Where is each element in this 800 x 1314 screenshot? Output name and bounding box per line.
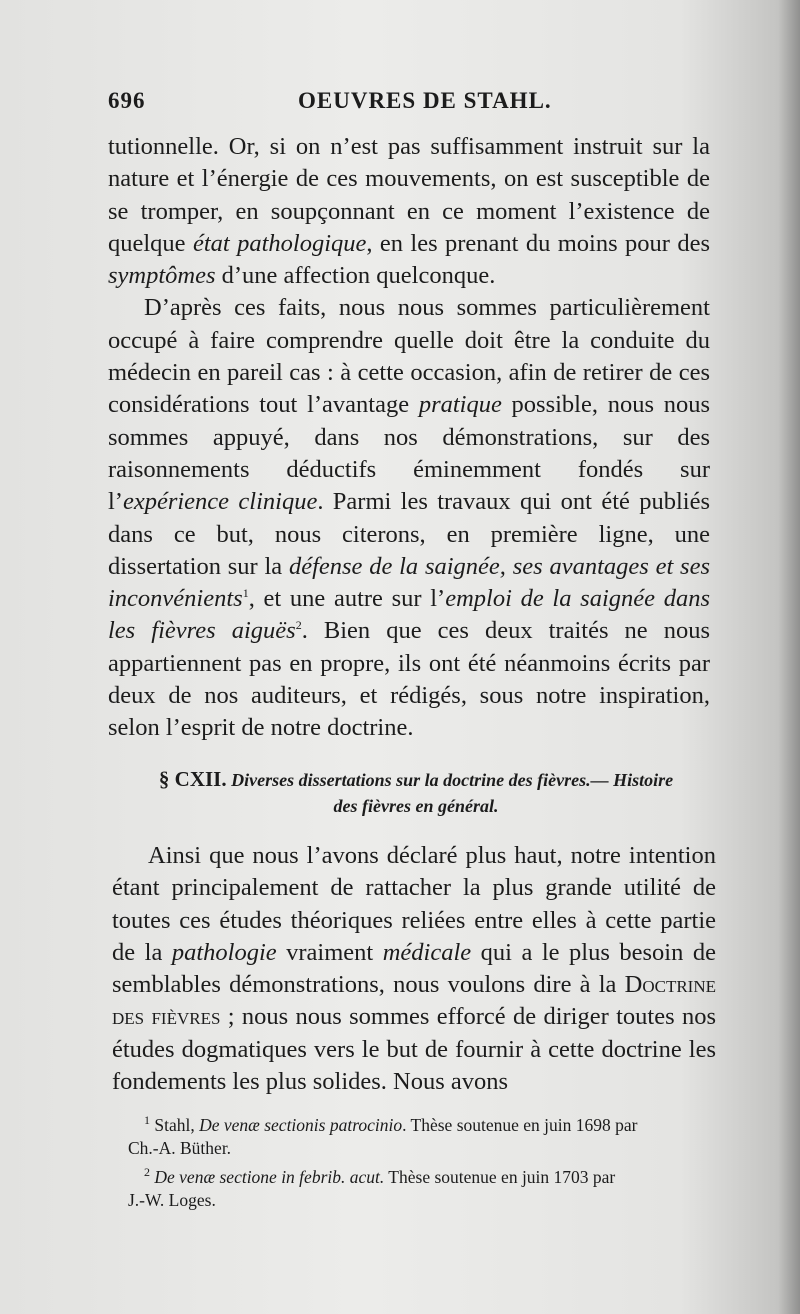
paragraph-1: tutionnelle. Or, si on n’est pas suffisamment instruit sur la nature et l’énergie de ces mouvements, on est susceptible de se tromper, en soupçonnant en ce moment l’existence de quelque état pathologique, en les prenant du moins pour des symptômes d’une affection quelconque. (108, 133, 710, 290)
section-number: § CXII. (158, 767, 227, 791)
page-edge-shadow (778, 0, 800, 1314)
footnotes (128, 1114, 724, 1218)
section-title-line2: des fièvres en général. (333, 796, 499, 816)
body-text-bottom (112, 840, 716, 1098)
footnote-2: $^2$ De venæ sectione in febrib. acut. Thèse soutenue en juin 1703 par J.-W. Loges. (128, 1165, 616, 1210)
section-heading (116, 766, 716, 819)
running-header (108, 88, 708, 122)
page-number: 696 (108, 88, 146, 113)
footnote-ref-1: 1 (242, 586, 249, 600)
footnote-1: $^1$ Stahl, De venæ sectionis patrocinio. Thèse soutenue en juin 1698 par Ch.-A. Büther. (128, 1113, 638, 1158)
section-title-line1: Diverses dissertations sur la doctrine des fièvres.— Histoire (231, 770, 674, 790)
paragraph-2: D’après ces faits, nous nous sommes particulièrement occupé à faire comprendre quelle doit être la conduite du médecin en pareil cas : à cette occasion, afin de retirer de ces considérations tout l’avantage pratique possible, nous nous sommes appuyé, dans nos démonstrations, sur des raisonnements déductifs éminemment fondés sur l’expérience clinique. Parmi les travaux qui ont été publiés dans ce but, nous citerons, en première ligne, une dissertation sur la défense de la saignée, ses avantages et ses inconvénients$^1$, et une autre sur l’emploi de la saignée dans les fièvres aiguës$^2$. Bien que ces deux traités ne nous appartiennent pas en propre, ils ont été néanmoins écrits par deux de nos auditeurs, et rédigés, sous notre inspiration, selon l’esprit de notre doctrine. (108, 294, 711, 742)
footnote-ref-2: 2 (295, 618, 302, 633)
paragraph-3: Ainsi que nous l’avons déclaré plus haut, notre intention étant principalement de rattacher la plus grande utilité de toutes ces études théoriques reliées entre elles à cette partie de la pathologie vraiment médicale qui a le plus besoin de semblables démonstrations, nous voulons dire à la Doctrine des fièvres ; nous nous sommes efforcé de diriger toutes nos études dogmatiques vers le but de fournir à cette doctrine les fondements les plus solides. Nous avons (112, 842, 716, 1096)
running-title: OEUVRES DE STAHL. (298, 88, 552, 113)
body-text-top (108, 131, 710, 745)
